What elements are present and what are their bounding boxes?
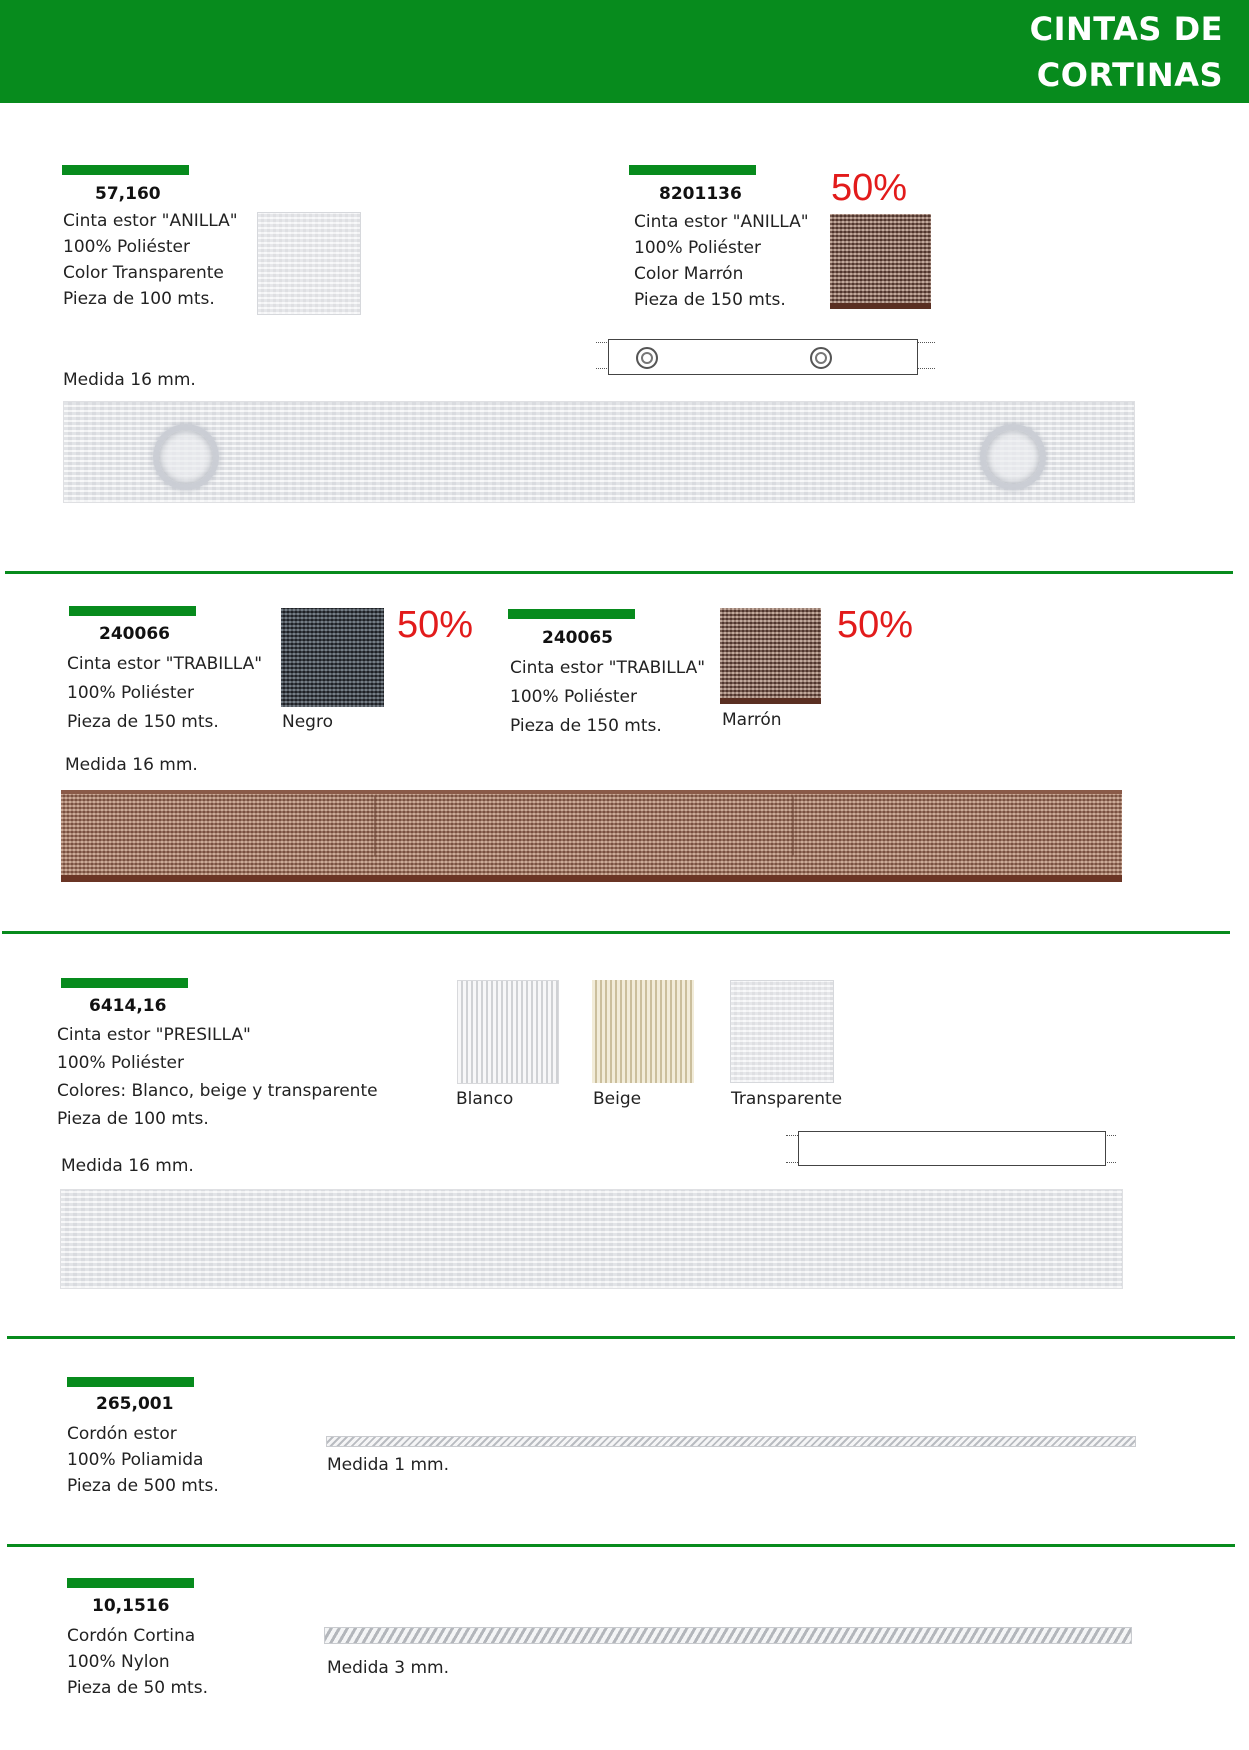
- product-accent-bar: [67, 1377, 194, 1387]
- measure-label: Medida 1 mm.: [327, 1455, 449, 1475]
- ring-icon: [980, 424, 1046, 490]
- description-line: Cinta estor "ANILLA": [63, 211, 238, 231]
- description-line: Cinta estor "ANILLA": [634, 212, 809, 232]
- description-line: Pieza de 150 mts.: [634, 290, 786, 310]
- product-code: 265,001: [96, 1394, 174, 1414]
- description-line: Cordón estor: [67, 1424, 177, 1444]
- swatch-label: Marrón: [722, 710, 782, 730]
- description-line: Pieza de 50 mts.: [67, 1678, 208, 1698]
- product-description: [634, 209, 809, 313]
- product-code: 240065: [542, 628, 613, 648]
- description-line: 100% Poliéster: [63, 237, 190, 257]
- product-code: 57,160: [95, 184, 161, 204]
- section-divider: [7, 1544, 1235, 1547]
- product-description: [67, 1623, 208, 1701]
- product-description: [67, 650, 262, 737]
- swatch-label: Transparente: [731, 1089, 843, 1109]
- swatch-beige: [592, 980, 694, 1083]
- product-code: 6414,16: [89, 996, 167, 1016]
- swatch-transparent: [257, 212, 361, 315]
- swatch-label: Negro: [282, 712, 333, 732]
- discount-badge: 50%: [397, 604, 474, 646]
- plain-tape-diagram: [798, 1131, 1106, 1166]
- description-line: Cordón Cortina: [67, 1626, 196, 1646]
- description-line: Cinta estor "TRABILLA": [67, 654, 263, 674]
- discount-badge: 50%: [831, 167, 908, 209]
- description-line: Color Marrón: [634, 264, 744, 284]
- description-line: Pieza de 150 mts.: [510, 716, 662, 736]
- measure-label: Medida 16 mm.: [63, 370, 196, 390]
- ring-icon: [153, 424, 219, 490]
- description-line: Pieza de 500 mts.: [67, 1476, 219, 1496]
- description-line: Pieza de 100 mts.: [57, 1109, 209, 1129]
- description-line: Pieza de 100 mts.: [63, 289, 215, 309]
- swatch-brown: [830, 214, 931, 309]
- product-code: 240066: [99, 624, 170, 644]
- tape-loop: [792, 796, 794, 856]
- product-description: [510, 654, 705, 741]
- page-title-line-1: CINTAS DE: [1029, 10, 1223, 48]
- product-description: [57, 1021, 378, 1133]
- measure-label: Medida 16 mm.: [61, 1156, 194, 1176]
- tape-loop: [374, 796, 376, 856]
- discount-badge: 50%: [837, 604, 914, 646]
- description-line: 100% Nylon: [67, 1652, 170, 1672]
- page-title: [983, 6, 1223, 98]
- loop-tape-image: [61, 790, 1122, 882]
- ring-tape-image: [63, 401, 1135, 503]
- description-line: 100% Poliéster: [510, 687, 637, 707]
- measure-label: Medida 16 mm.: [65, 755, 198, 775]
- product-code: 8201136: [659, 184, 742, 204]
- description-line: 100% Poliéster: [634, 238, 761, 258]
- description-line: Cinta estor "TRABILLA": [510, 658, 706, 678]
- description-line: Pieza de 150 mts.: [67, 712, 219, 732]
- measure-label: Medida 3 mm.: [327, 1658, 449, 1678]
- section-divider: [2, 931, 1230, 934]
- description-line: Colores: Blanco, beige y transparente: [57, 1081, 378, 1101]
- swatch-transparent: [730, 980, 834, 1083]
- product-code: 10,1516: [92, 1596, 170, 1616]
- product-description: [63, 208, 238, 312]
- product-accent-bar: [508, 609, 635, 619]
- swatch-white: [457, 980, 559, 1084]
- page-title-line-2: CORTINAS: [1036, 56, 1223, 94]
- swatch-black: [281, 608, 384, 707]
- product-description: [67, 1421, 219, 1499]
- product-accent-bar: [69, 606, 196, 616]
- swatch-label: Blanco: [456, 1089, 514, 1109]
- description-line: Color Transparente: [63, 263, 224, 283]
- description-line: 100% Poliéster: [57, 1053, 184, 1073]
- product-accent-bar: [67, 1578, 194, 1588]
- product-accent-bar: [629, 165, 756, 175]
- product-accent-bar: [62, 165, 189, 175]
- description-line: Cinta estor "PRESILLA": [57, 1025, 251, 1045]
- swatch-label: Beige: [593, 1089, 642, 1109]
- plain-tape-image: [60, 1189, 1123, 1289]
- swatch-brown: [720, 608, 821, 704]
- description-line: 100% Poliéster: [67, 683, 194, 703]
- cord-image: [326, 1436, 1136, 1447]
- eyelet-icon: [810, 347, 832, 369]
- section-divider: [5, 571, 1233, 574]
- cord-image: [324, 1627, 1132, 1644]
- product-accent-bar: [61, 978, 188, 988]
- description-line: 100% Poliamida: [67, 1450, 204, 1470]
- section-divider: [7, 1336, 1235, 1339]
- eyelet-icon: [636, 347, 658, 369]
